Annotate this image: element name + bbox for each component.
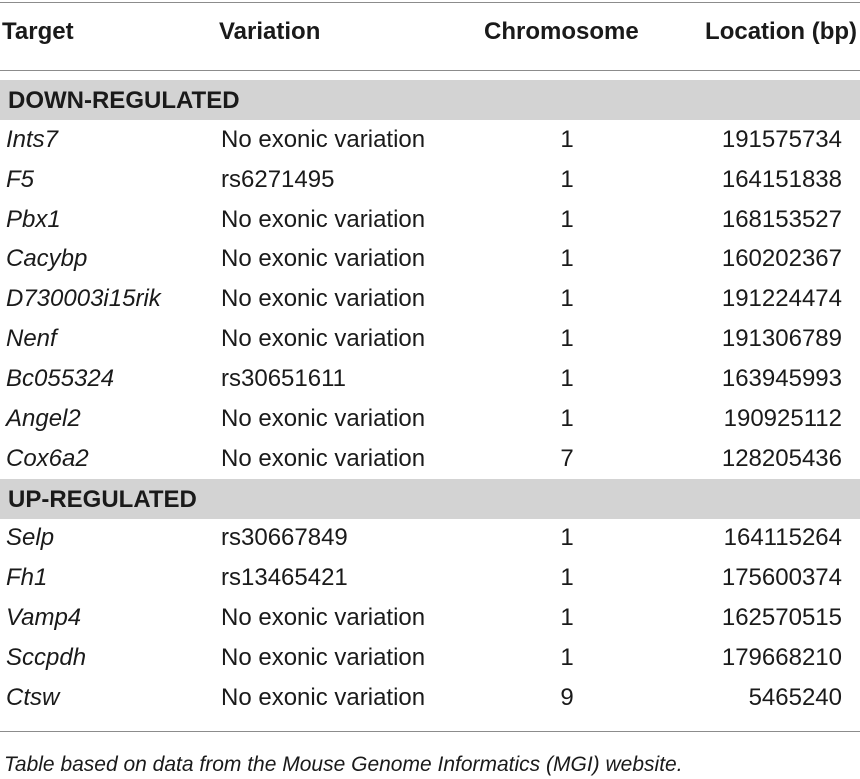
table-row bbox=[0, 359, 860, 399]
table-bottom-rule bbox=[0, 731, 860, 732]
cell-location: 191306789 bbox=[721, 325, 842, 352]
cell-location: 168153527 bbox=[721, 206, 842, 233]
cell-chromosome: 1 bbox=[560, 405, 574, 432]
cell-variation: No exonic variation bbox=[221, 325, 426, 352]
cell-target: F5 bbox=[6, 166, 35, 193]
cell-location: 160202367 bbox=[721, 245, 842, 272]
header-bottom-rule bbox=[0, 70, 860, 71]
cell-location: 175600374 bbox=[721, 564, 842, 591]
cell-target: Vamp4 bbox=[6, 604, 82, 631]
table-row bbox=[0, 518, 860, 558]
cell-location: 190925112 bbox=[723, 405, 842, 432]
table-footnote: Table based on data from the Mouse Genome Informatics (MGI) website. bbox=[4, 753, 683, 776]
table-row bbox=[0, 439, 860, 479]
cell-chromosome: 1 bbox=[560, 604, 574, 631]
cell-target: Ctsw bbox=[6, 684, 60, 711]
cell-target: D730003i15rik bbox=[6, 285, 161, 312]
cell-target: Selp bbox=[6, 524, 55, 551]
header-location: Location (bp) bbox=[705, 18, 857, 45]
table-row bbox=[0, 558, 860, 598]
cell-variation: No exonic variation bbox=[221, 445, 426, 472]
cell-chromosome: 7 bbox=[560, 445, 574, 472]
header-variation: Variation bbox=[219, 18, 321, 45]
cell-chromosome: 1 bbox=[560, 166, 574, 193]
cell-chromosome: 1 bbox=[560, 206, 574, 233]
cell-chromosome: 1 bbox=[560, 126, 574, 153]
cell-chromosome: 1 bbox=[560, 325, 574, 352]
cell-chromosome: 1 bbox=[560, 564, 574, 591]
cell-location: 163945993 bbox=[721, 365, 842, 392]
section-header bbox=[0, 479, 860, 519]
table-row bbox=[0, 598, 860, 638]
table-header-row bbox=[0, 0, 860, 68]
cell-chromosome: 1 bbox=[560, 524, 574, 551]
cell-location: 179668210 bbox=[721, 644, 842, 671]
cell-variation: rs30667849 bbox=[221, 524, 348, 551]
cell-target: Angel2 bbox=[6, 405, 81, 432]
cell-variation: rs6271495 bbox=[221, 166, 335, 193]
table-row bbox=[0, 160, 860, 200]
cell-target: Ints7 bbox=[6, 126, 59, 153]
cell-chromosome: 1 bbox=[560, 245, 574, 272]
cell-variation: No exonic variation bbox=[221, 126, 426, 153]
cell-location: 191224474 bbox=[721, 285, 842, 312]
cell-variation: No exonic variation bbox=[221, 245, 426, 272]
cell-variation: No exonic variation bbox=[221, 684, 426, 711]
cell-variation: No exonic variation bbox=[221, 285, 426, 312]
cell-target: Sccpdh bbox=[6, 644, 87, 671]
cell-target: Pbx1 bbox=[6, 206, 61, 233]
table-row bbox=[0, 678, 860, 718]
cell-chromosome: 1 bbox=[560, 285, 574, 312]
header-target: Target bbox=[2, 18, 74, 45]
cell-target: Nenf bbox=[6, 325, 57, 352]
cell-variation: rs30651611 bbox=[221, 365, 346, 392]
table-row bbox=[0, 279, 860, 319]
table-row bbox=[0, 239, 860, 279]
cell-chromosome: 1 bbox=[560, 365, 574, 392]
cell-chromosome: 1 bbox=[560, 644, 574, 671]
cell-chromosome: 9 bbox=[560, 684, 574, 711]
cell-variation: No exonic variation bbox=[221, 206, 426, 233]
table-row bbox=[0, 638, 860, 678]
cell-target: Cox6a2 bbox=[6, 445, 89, 472]
section-title: UP-REGULATED bbox=[8, 486, 197, 513]
table-row bbox=[0, 200, 860, 240]
cell-target: Bc055324 bbox=[6, 365, 115, 392]
cell-location: 5465240 bbox=[748, 684, 842, 711]
cell-location: 164115264 bbox=[723, 524, 842, 551]
cell-target: Cacybp bbox=[6, 245, 88, 272]
section-title: DOWN-REGULATED bbox=[8, 87, 240, 114]
cell-location: 164151838 bbox=[721, 166, 842, 193]
header-chromosome: Chromosome bbox=[484, 18, 639, 45]
table-row bbox=[0, 120, 860, 160]
cell-location: 162570515 bbox=[721, 604, 842, 631]
cell-location: 128205436 bbox=[721, 445, 842, 472]
cell-variation: No exonic variation bbox=[221, 644, 426, 671]
cell-variation: No exonic variation bbox=[221, 405, 426, 432]
cell-target: Fh1 bbox=[6, 564, 48, 591]
section-header bbox=[0, 80, 860, 120]
cell-variation: No exonic variation bbox=[221, 604, 426, 631]
table-row bbox=[0, 319, 860, 359]
cell-variation: rs13465421 bbox=[221, 564, 348, 591]
cell-location: 191575734 bbox=[721, 126, 842, 153]
table-row bbox=[0, 399, 860, 439]
